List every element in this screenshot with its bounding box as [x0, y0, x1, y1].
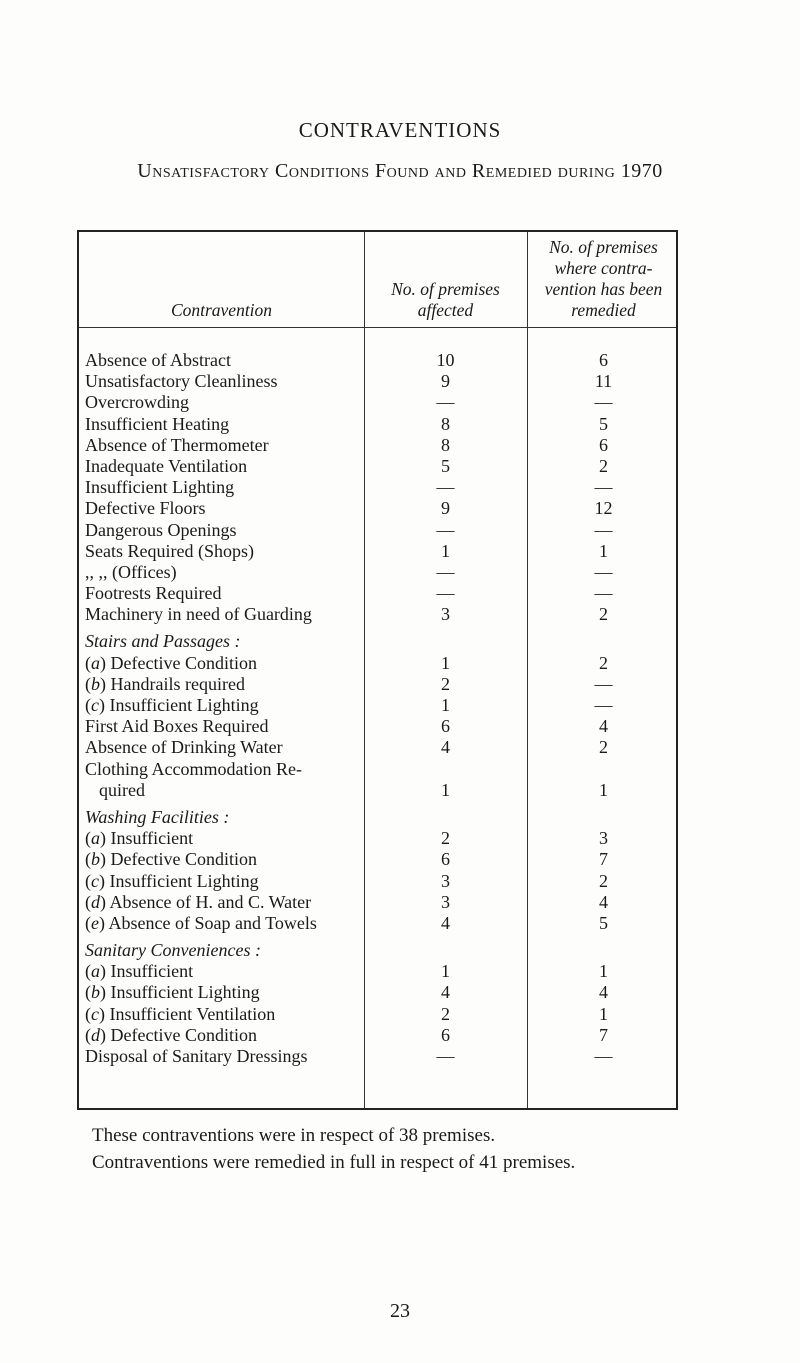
remedied-value: 4: [599, 982, 608, 1003]
row-label: [85, 961, 361, 982]
row-label: [85, 759, 361, 801]
table-row: [79, 828, 676, 849]
table-row: [79, 674, 676, 695]
page-number: 23: [390, 1300, 410, 1322]
table-row: [79, 961, 676, 982]
header-divider: [79, 327, 676, 328]
row-label-text: Seats Required (Shops): [85, 540, 254, 561]
row-label: [85, 828, 361, 849]
row-label-text: ,, ,, (Offices): [85, 561, 177, 582]
row-label: [85, 520, 361, 541]
row-label-text: Insufficient Heating: [85, 413, 230, 434]
remedied-value: —: [594, 392, 613, 413]
row-label-text: Disposal of Sanitary Dressings: [85, 1046, 308, 1067]
table-row: [79, 982, 676, 1003]
remedied-value: 4: [599, 716, 608, 737]
row-label: [85, 716, 361, 737]
table-subtitle: Unsatisfactory Conditions Found and Remedied during 1970: [137, 160, 663, 182]
remedied-value: 2: [599, 455, 608, 476]
row-label: [85, 583, 361, 604]
affected-value: 1: [441, 779, 450, 800]
remedied-value: 1: [599, 1003, 608, 1024]
row-label-text: (e) Absence of Soap and Towels: [85, 912, 317, 933]
remedied-value: 6: [599, 434, 608, 455]
affected-value: 4: [441, 737, 450, 758]
row-label: [85, 674, 361, 695]
remedied-value: 7: [599, 1024, 608, 1045]
table-row: [79, 871, 676, 892]
remedied-value: —: [594, 583, 613, 604]
row-label-text: (b) Insufficient Lighting: [85, 982, 260, 1003]
row-label-text: First Aid Boxes Required: [85, 716, 269, 737]
affected-value: —: [436, 561, 455, 582]
remedied-value: —: [594, 477, 613, 498]
affected-value: 4: [441, 912, 450, 933]
remedied-value: 1: [599, 961, 608, 982]
remedied-value: 6: [599, 350, 608, 370]
affected-value: —: [436, 519, 455, 540]
row-label: [85, 477, 361, 498]
row-label: [85, 604, 361, 625]
affected-value: 2: [441, 828, 450, 849]
row-label: [85, 695, 361, 716]
table-row: [79, 849, 676, 870]
row-label: [85, 456, 361, 477]
row-label: [85, 1046, 361, 1067]
row-label-text: Absence of Drinking Water: [85, 737, 283, 758]
row-label-text: (b) Handrails required: [85, 673, 245, 694]
table-row: [79, 435, 676, 456]
remedied-value: 5: [599, 912, 608, 933]
affected-value: 10: [436, 350, 455, 370]
header-remedied: [527, 232, 680, 327]
table-row: [79, 913, 676, 934]
table-row: [79, 456, 676, 477]
header-affected-text: No. of premises affected: [391, 279, 500, 320]
row-label: [85, 913, 361, 934]
remedied-value: 2: [599, 652, 608, 673]
remedied-value: 1: [599, 779, 608, 800]
table-row: [79, 1025, 676, 1046]
row-label: [85, 371, 361, 392]
row-label: [85, 414, 361, 435]
row-label: [85, 849, 361, 870]
affected-value: 3: [441, 870, 450, 891]
header-contravention: [79, 232, 364, 327]
affected-value: 3: [441, 891, 450, 912]
table-row: [79, 350, 676, 371]
remedied-value: —: [594, 1046, 613, 1067]
row-label-text: (a) Insufficient: [85, 828, 194, 849]
row-label-continuation: quired: [99, 779, 145, 800]
row-label: [85, 562, 361, 583]
affected-value: 9: [441, 371, 450, 392]
affected-value: 9: [441, 498, 450, 519]
table-row: [79, 371, 676, 392]
table-row: [79, 807, 676, 828]
row-label-text: Overcrowding: [85, 392, 189, 413]
row-label: [85, 940, 361, 961]
table-row: [79, 414, 676, 435]
row-label-text: Footrests Required: [85, 583, 222, 604]
table-row: [79, 1004, 676, 1025]
row-label-text: (c) Insufficient Lighting: [85, 870, 259, 891]
row-label-text: Insufficient Lighting: [85, 477, 235, 498]
affected-value: —: [436, 392, 455, 413]
row-label: [85, 631, 361, 652]
affected-value: 1: [441, 652, 450, 673]
remedied-value: 2: [599, 870, 608, 891]
row-label-text: Absence of Abstract: [85, 350, 231, 370]
row-label-text: Sanitary Conveniences :: [85, 940, 261, 961]
row-label-text: Stairs and Passages :: [85, 631, 241, 652]
affected-value: 8: [441, 434, 450, 455]
table-row: [79, 940, 676, 961]
remedied-value: 7: [599, 849, 608, 870]
affected-value: 4: [441, 982, 450, 1003]
table-row: [79, 716, 676, 737]
affected-value: 2: [441, 1003, 450, 1024]
contraventions-table: [77, 230, 678, 1110]
row-label: [85, 871, 361, 892]
row-label-text: Absence of Thermometer: [85, 434, 269, 455]
affected-value: 6: [441, 1024, 450, 1045]
row-label: [85, 982, 361, 1003]
row-label: [85, 541, 361, 562]
table-row: [79, 631, 676, 652]
header-affected: [364, 232, 527, 327]
affected-value: 6: [441, 849, 450, 870]
remedied-value: 11: [594, 371, 613, 392]
affected-value: 1: [441, 695, 450, 715]
table-row: [79, 759, 676, 801]
row-label: [85, 435, 361, 456]
page-title: CONTRAVENTIONS: [298, 118, 502, 142]
header-remedied-text: No. of premises where contra- vention has been remedied: [544, 237, 663, 320]
remedied-value: —: [594, 673, 613, 694]
table-row: [79, 892, 676, 913]
row-label: [85, 892, 361, 913]
row-label-text: Machinery in need of Guarding: [85, 604, 312, 625]
affected-value: —: [436, 477, 455, 498]
row-label-text: Dangerous Openings: [85, 519, 237, 540]
remedied-value: 12: [594, 498, 613, 519]
table-row: [79, 737, 676, 758]
footnote-remedied: Contraventions were remedied in full in respect of 41 premises.: [92, 1152, 576, 1173]
affected-value: 2: [441, 673, 450, 694]
table-row: [79, 1046, 676, 1067]
table-row: [79, 653, 676, 674]
table-row: [79, 498, 676, 519]
header-contravention-text: Contravention: [170, 300, 273, 320]
table-row: [79, 604, 676, 625]
remedied-value: 4: [599, 891, 608, 912]
row-label: [85, 737, 361, 758]
row-label-text: Unsatisfactory Cleanliness: [85, 371, 278, 392]
row-label: [85, 653, 361, 674]
footnote-premises: These contraventions were in respect of 38 premises.: [92, 1125, 496, 1146]
row-label-text: (d) Defective Condition: [85, 1024, 257, 1045]
remedied-value: —: [594, 695, 613, 715]
row-label-text: Clothing Accommodation Re-: [85, 758, 302, 779]
row-label: [85, 1004, 361, 1025]
table-row: [79, 392, 676, 413]
remedied-value: 1: [599, 540, 608, 561]
row-label-text: Washing Facilities :: [85, 806, 230, 827]
remedied-value: 5: [599, 413, 608, 434]
table-body: [79, 350, 676, 1067]
table-row: [79, 520, 676, 541]
remedied-value: 2: [599, 604, 608, 625]
row-label-text: (c) Insufficient Lighting: [85, 695, 259, 715]
remedied-value: —: [594, 561, 613, 582]
row-label: [85, 498, 361, 519]
table-row: [79, 583, 676, 604]
affected-value: 5: [441, 455, 450, 476]
table-row: [79, 562, 676, 583]
row-label-text: (a) Insufficient: [85, 961, 194, 982]
affected-value: 1: [441, 961, 450, 982]
row-label-text: Defective Floors: [85, 498, 206, 519]
affected-value: —: [436, 583, 455, 604]
affected-value: —: [436, 1046, 455, 1067]
remedied-value: 3: [599, 828, 608, 849]
affected-value: 3: [441, 604, 450, 625]
table-row: [79, 477, 676, 498]
row-label-text: (d) Absence of H. and C. Water: [85, 891, 312, 912]
row-label-text: Inadequate Ventilation: [85, 455, 248, 476]
affected-value: 6: [441, 716, 450, 737]
row-label: [85, 350, 361, 371]
remedied-value: —: [594, 519, 613, 540]
row-label-text: (c) Insufficient Ventilation: [85, 1003, 276, 1024]
table-row: [79, 695, 676, 716]
table-row: [79, 541, 676, 562]
row-label: [85, 392, 361, 413]
row-label-text: (b) Defective Condition: [85, 849, 257, 870]
row-label: [85, 1025, 361, 1046]
affected-value: 1: [441, 540, 450, 561]
affected-value: 8: [441, 413, 450, 434]
remedied-value: 2: [599, 737, 608, 758]
row-label-text: (a) Defective Condition: [85, 652, 257, 673]
row-label: [85, 807, 361, 828]
